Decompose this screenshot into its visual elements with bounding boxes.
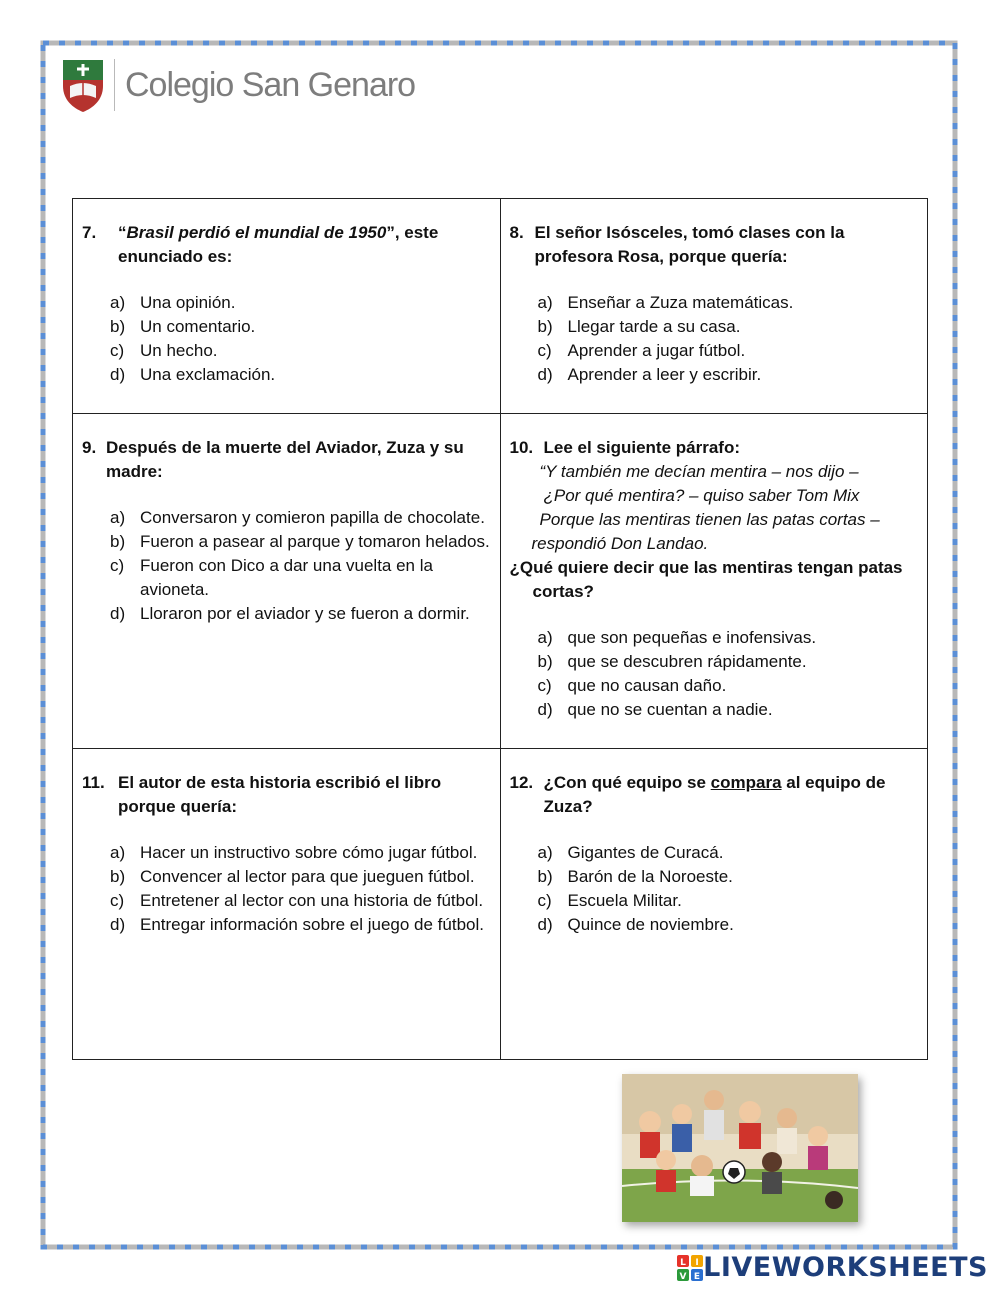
school-logo: [60, 56, 415, 114]
question-8: [500, 199, 928, 414]
option-b[interactable]: b) Fueron a pasear al parque y tomaron helados.: [110, 532, 490, 551]
football-kids-illustration: [622, 1074, 858, 1222]
option-a[interactable]: a) Enseñar a Zuza matemáticas.: [537, 293, 794, 312]
option-a[interactable]: a) que son pequeñas e inofensivas.: [537, 628, 817, 647]
option-c[interactable]: c) que no causan daño.: [537, 676, 727, 695]
badge-letter: E: [694, 1271, 701, 1281]
options-list: [510, 626, 920, 722]
option-b[interactable]: b) que se descubren rápidamente.: [537, 652, 807, 671]
shield-icon: [60, 56, 106, 114]
quoted-paragraph: “Y también me decían mentira – nos dijo – ¿Por qué mentira? – quiso saber Tom Mix Porque las mentiras tienen las patas cortas – respondió Don Landao.: [531, 462, 880, 553]
option-c[interactable]: c) Entretener al lector con una historia de fútbol.: [110, 891, 484, 910]
option-d[interactable]: d) Lloraron por el aviador y se fueron a dormir.: [110, 604, 470, 623]
option-a[interactable]: a) Gigantes de Curacá.: [537, 843, 724, 862]
question-text: Lee el siguiente párrafo:: [543, 438, 740, 457]
question-10: [500, 414, 928, 749]
question-number: 7.: [82, 223, 97, 242]
option-d[interactable]: d) que no se cuentan a nadie.: [537, 700, 773, 719]
badge-letter: L: [680, 1257, 687, 1268]
options-list: [82, 291, 492, 387]
liveworksheets-logo: [677, 1252, 988, 1283]
question-11: [73, 749, 501, 1060]
logo-divider: [114, 59, 115, 111]
question-number: 12.: [509, 773, 534, 792]
question-text: “Brasil perdió el mundial de 1950”, este enunciado es:: [118, 223, 439, 266]
question-text: Después de la muerte del Aviador, Zuza y su madre:: [106, 438, 464, 481]
option-b[interactable]: b) Un comentario.: [110, 317, 256, 336]
options-list: [82, 841, 492, 937]
question-9: [73, 414, 501, 749]
question-text: El autor de esta historia escribió el libro porque quería:: [118, 773, 442, 816]
questions-table: [72, 198, 928, 1060]
badge-letter: V: [679, 1271, 687, 1281]
question-12: [500, 749, 928, 1060]
question-quote: Brasil perdió el mundial de 1950: [126, 223, 387, 242]
question-number: 10.: [509, 438, 534, 457]
options-list: [510, 291, 920, 387]
option-a[interactable]: a) Una opinión.: [110, 293, 236, 312]
option-b[interactable]: b) Convencer al lector para que jueguen fútbol.: [110, 867, 475, 886]
option-b[interactable]: b) Llegar tarde a su casa.: [537, 317, 741, 336]
option-d[interactable]: d) Quince de noviembre.: [537, 915, 734, 934]
question-text: El señor Isósceles, tomó clases con la profesora Rosa, porque quería:: [534, 223, 845, 266]
question-number: 11.: [82, 773, 105, 792]
brand-name: LIVEWORKSHEETS: [703, 1252, 988, 1283]
option-c[interactable]: c) Escuela Militar.: [537, 891, 682, 910]
option-d[interactable]: d) Una exclamación.: [110, 365, 276, 384]
school-name: Colegio San Genaro: [125, 65, 416, 104]
option-c[interactable]: c) Aprender a jugar fútbol.: [537, 341, 746, 360]
option-d[interactable]: d) Entregar información sobre el juego de fútbol.: [110, 915, 484, 934]
options-list: [82, 506, 492, 626]
follow-up-question: ¿Qué quiere decir que las mentiras tengan patas cortas?: [509, 558, 903, 601]
option-a[interactable]: a) Hacer un instructivo sobre cómo jugar fútbol.: [110, 843, 478, 862]
question-number: 9.: [82, 438, 97, 457]
question-7: [73, 199, 501, 414]
option-c[interactable]: c) Un hecho.: [110, 341, 218, 360]
underlined-word: compara: [710, 773, 782, 792]
badge-letter: I: [695, 1257, 699, 1268]
option-d[interactable]: d) Aprender a leer y escribir.: [537, 365, 762, 384]
option-a[interactable]: a) Conversaron y comieron papilla de chocolate.: [110, 508, 485, 527]
question-number: 8.: [509, 223, 524, 242]
option-b[interactable]: b) Barón de la Noroeste.: [537, 867, 733, 886]
options-list: [510, 841, 920, 937]
option-c[interactable]: c) Fueron con Dico a dar una vuelta en la avioneta.: [110, 556, 433, 599]
live-badge-icon: [677, 1255, 703, 1281]
question-text: ¿Con qué equipo se compara al equipo de Zuza?: [543, 773, 886, 816]
